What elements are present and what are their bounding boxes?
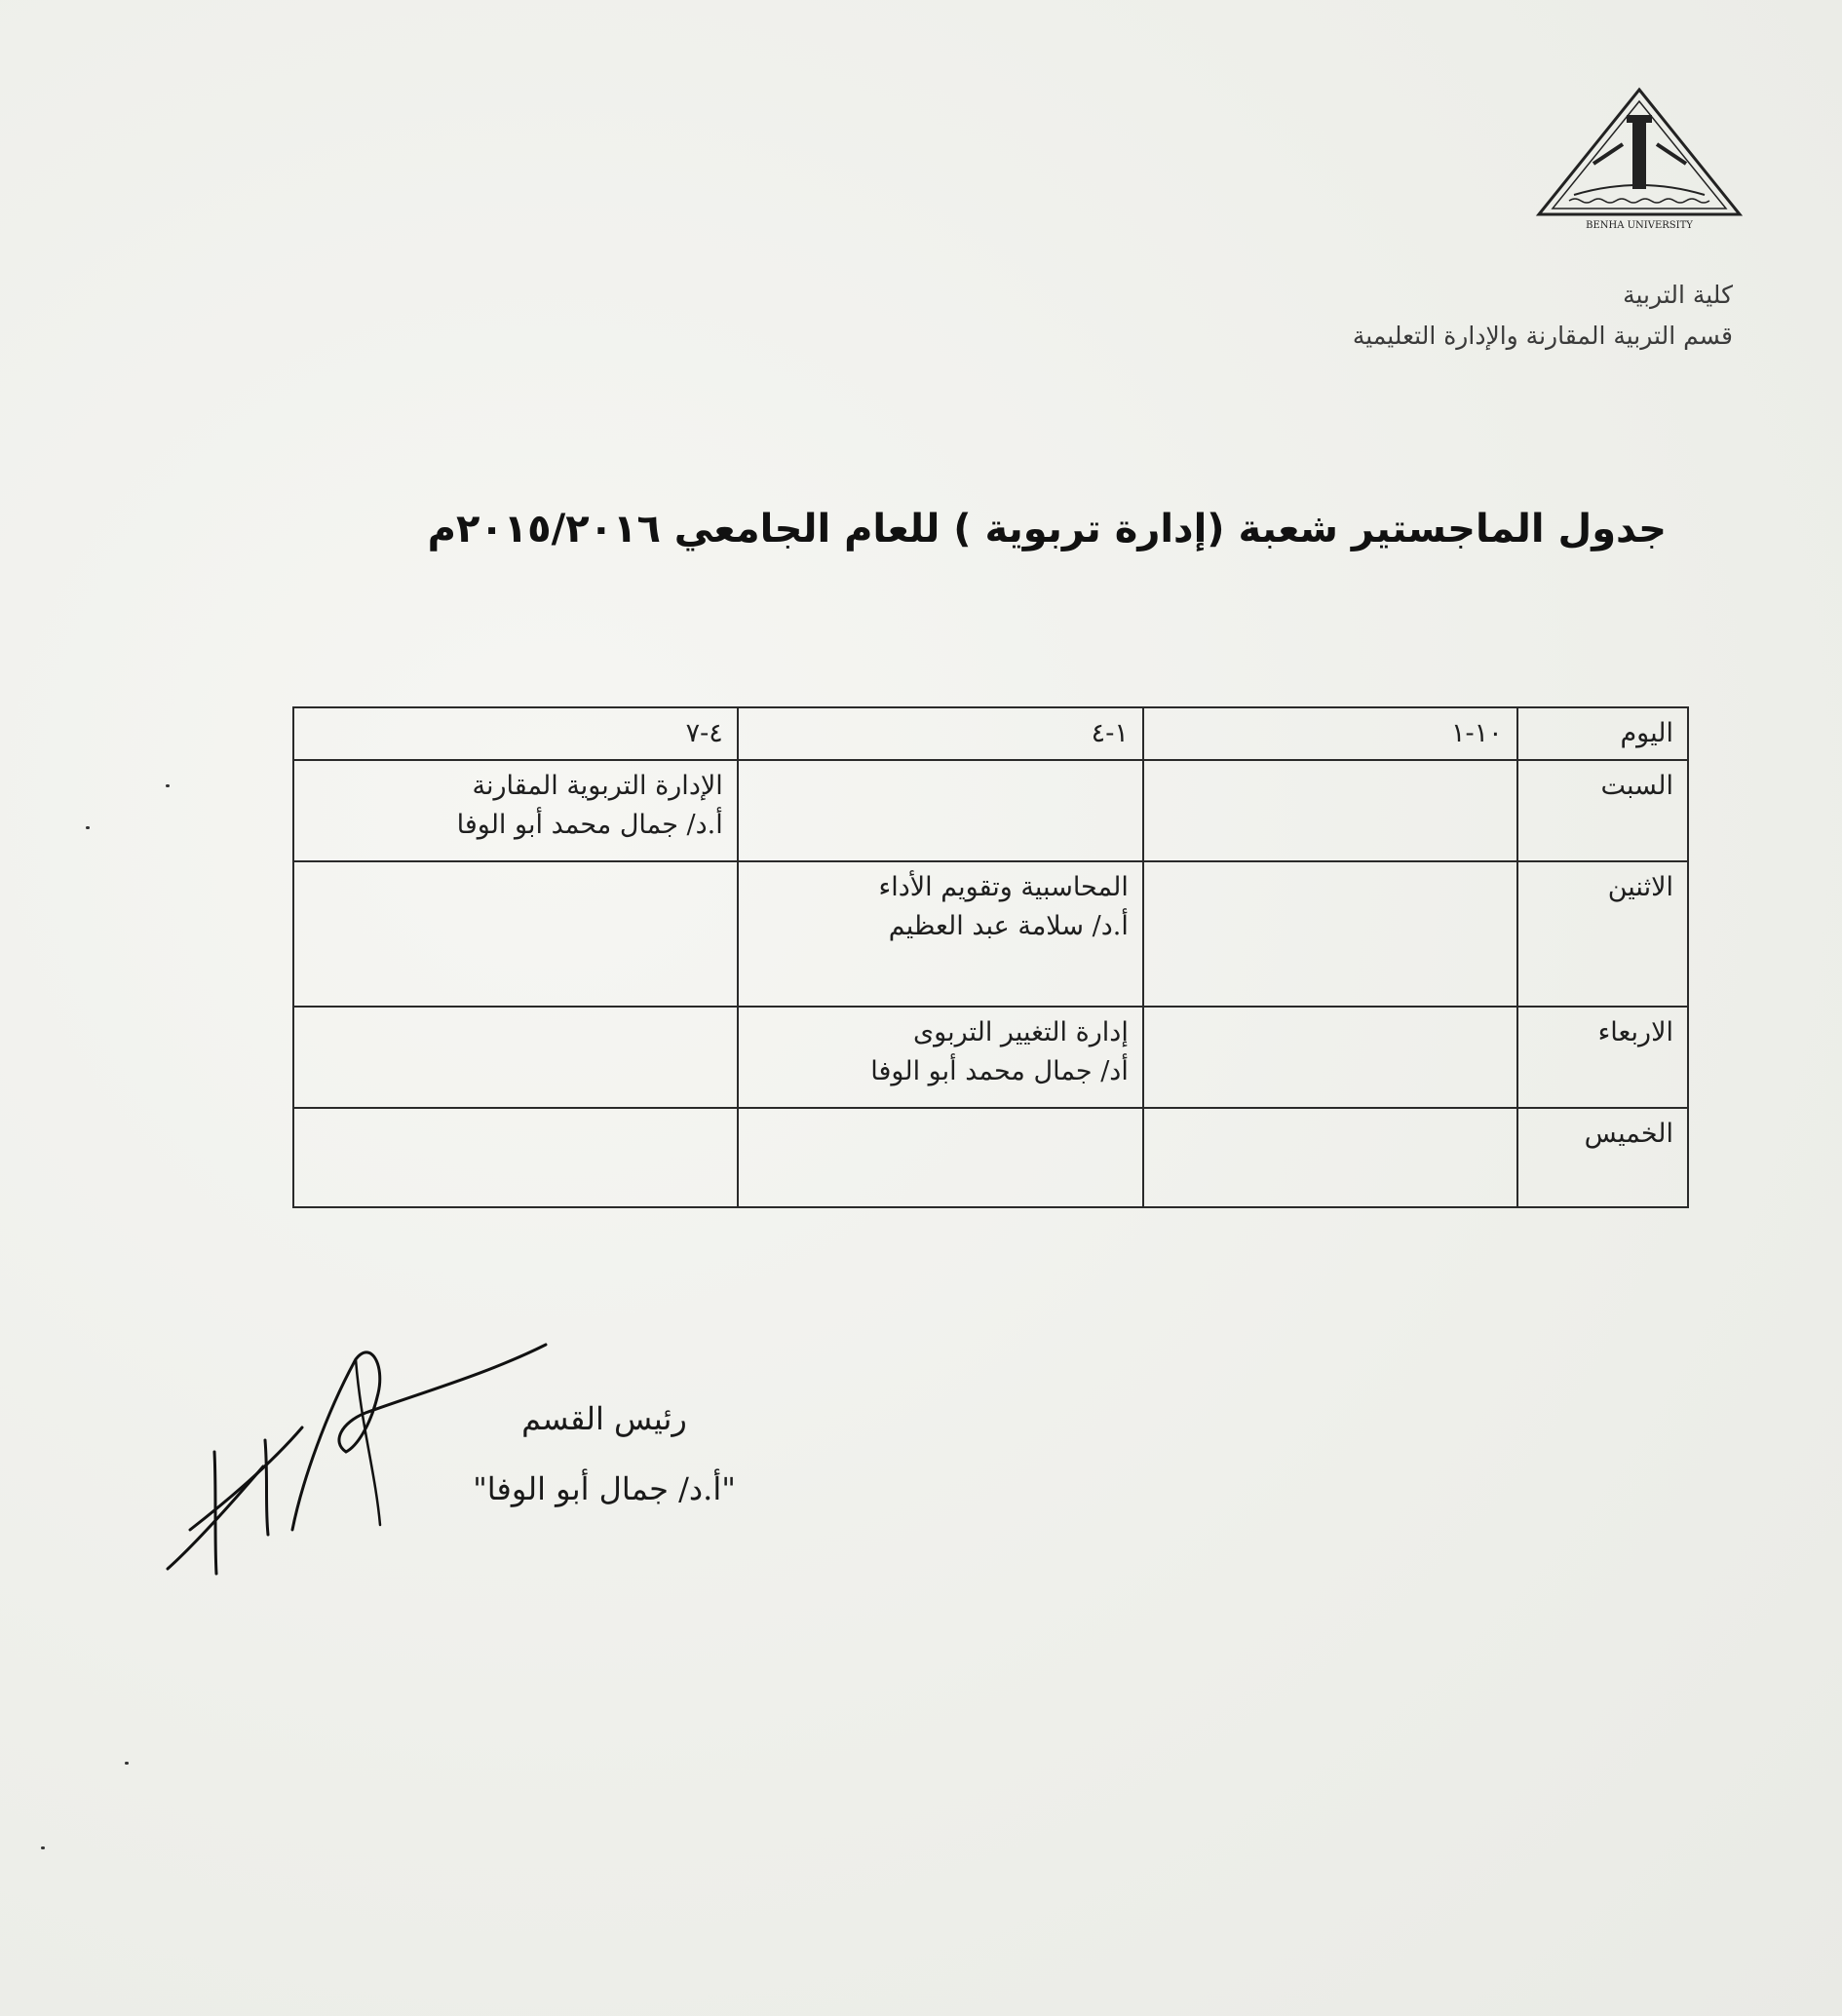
signature-block xyxy=(409,1384,799,1524)
slot-cell xyxy=(738,861,1143,1007)
slot-cell xyxy=(1143,1108,1517,1207)
slot-cell xyxy=(293,1108,738,1207)
schedule-table xyxy=(292,706,1689,1208)
header-slot-1: ١٠-١ xyxy=(1143,707,1517,760)
slot-cell xyxy=(293,861,738,1007)
table-header-row xyxy=(293,707,1688,760)
svg-text:BENHA UNIVERSITY: BENHA UNIVERSITY xyxy=(1586,220,1693,231)
instructor-name: أ.د/ جمال محمد أبو الوفا xyxy=(456,810,723,840)
speck xyxy=(125,1762,129,1765)
speck xyxy=(166,784,170,787)
table-row xyxy=(293,861,1688,1007)
faculty-name: كلية التربية xyxy=(1623,281,1733,309)
day-cell: السبت xyxy=(1517,760,1688,861)
department-name: قسم التربية المقارنة والإدارة التعليمية xyxy=(1352,322,1733,350)
table-row xyxy=(293,1108,1688,1207)
table-row xyxy=(293,760,1688,861)
faculty-header xyxy=(1353,275,1733,357)
slot-cell xyxy=(293,1007,738,1108)
instructor-name: أد/ جمال محمد أبو الوفا xyxy=(870,1056,1129,1086)
slot-cell xyxy=(738,760,1143,861)
day-cell: الخميس xyxy=(1517,1108,1688,1207)
header-day: اليوم xyxy=(1517,707,1688,760)
slot-cell xyxy=(738,1108,1143,1207)
slot-cell xyxy=(738,1007,1143,1108)
slot-cell xyxy=(1143,760,1517,861)
course-name: المحاسبية وتقويم الأداء xyxy=(878,872,1129,902)
header-slot-3: ٤-٧ xyxy=(293,707,738,760)
speck xyxy=(86,826,90,829)
university-logo xyxy=(1535,86,1745,232)
page-title: جدول الماجستير شعبة (إدارة تربوية ) للعام الجامعي ٢٠١٥/٢٠١٦م xyxy=(427,507,1667,552)
speck xyxy=(41,1846,45,1849)
chair-title: رئيس القسم xyxy=(521,1400,687,1437)
day-cell: الاربعاء xyxy=(1517,1007,1688,1108)
slot-cell xyxy=(1143,1007,1517,1108)
table-row xyxy=(293,1007,1688,1108)
course-name: الإدارة التربوية المقارنة xyxy=(472,771,723,801)
slot-cell xyxy=(293,760,738,861)
slot-cell xyxy=(1143,861,1517,1007)
course-name: إدارة التغيير التربوى xyxy=(912,1017,1129,1047)
header-slot-2: ١-٤ xyxy=(738,707,1143,760)
day-cell: الاثنين xyxy=(1517,861,1688,1007)
chair-name: "أ.د/ جمال أبو الوفا" xyxy=(473,1470,736,1507)
instructor-name: أ.د/ سلامة عبد العظيم xyxy=(888,911,1129,941)
